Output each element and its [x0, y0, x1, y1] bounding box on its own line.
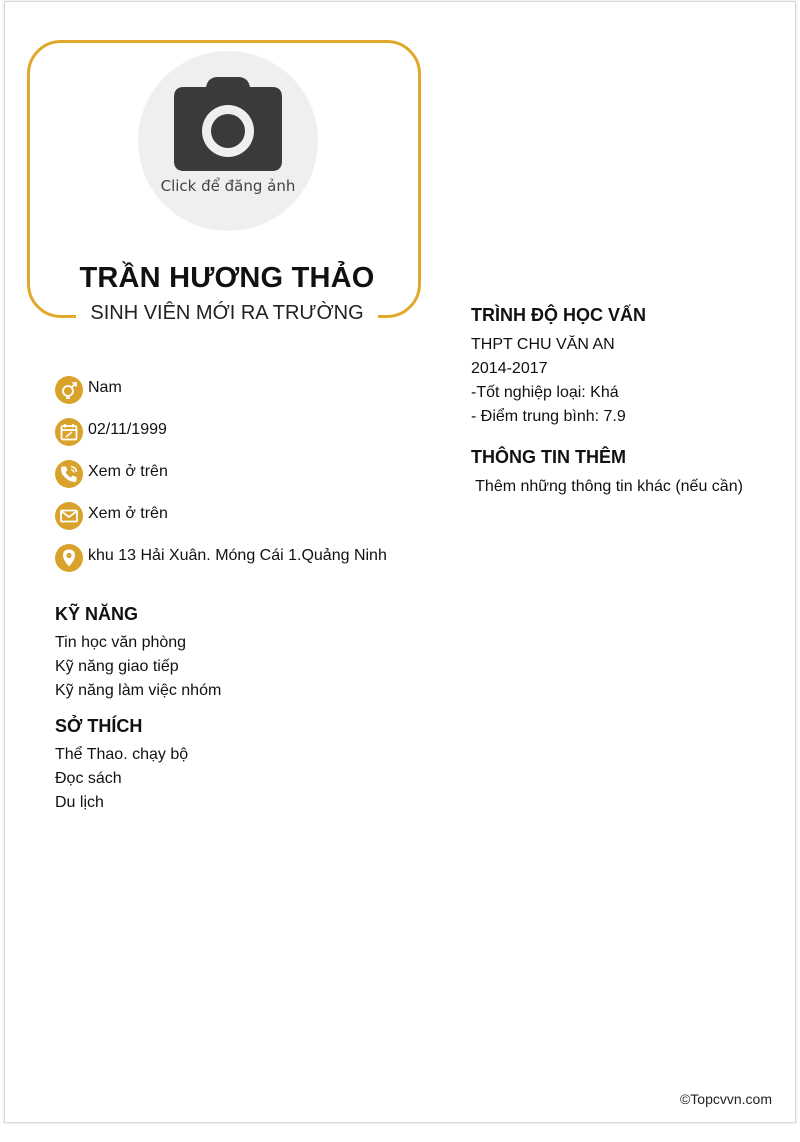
address-value: khu 13 Hải Xuân. Móng Cái 1.Quảng Ninh — [88, 547, 387, 564]
skills-title: KỸ NĂNG — [55, 604, 139, 624]
hobbies-title: SỞ THÍCH — [55, 716, 143, 736]
skill-item: Kỹ năng làm việc nhóm — [55, 682, 222, 699]
education-line: 2014-2017 — [471, 360, 548, 377]
full-name: TRẦN HƯƠNG THẢO — [79, 262, 375, 294]
hobby-item: Thể Thao. chạy bộ — [55, 746, 189, 763]
calendar-icon — [55, 418, 83, 446]
skill-item: Kỹ năng giao tiếp — [55, 658, 179, 675]
location-icon — [55, 544, 83, 572]
photo-upload[interactable] — [138, 51, 318, 231]
role-wrapper — [27, 302, 427, 325]
mail-icon — [55, 502, 83, 530]
camera-icon — [174, 77, 282, 171]
education-title: TRÌNH ĐỘ HỌC VẤN — [471, 305, 646, 325]
gender-icon — [55, 376, 83, 404]
phone-icon — [55, 460, 83, 488]
education-line: - Điểm trung bình: 7.9 — [471, 408, 626, 425]
hobby-item: Đọc sách — [55, 770, 122, 787]
skill-item: Tin học văn phòng — [55, 634, 187, 651]
extra-info-title: THÔNG TIN THÊM — [471, 447, 626, 467]
hobby-item: Du lịch — [55, 794, 104, 811]
phone-value: Xem ở trên — [88, 463, 168, 480]
education-line: -Tốt nghiệp loại: Khá — [471, 384, 619, 401]
email-value: Xem ở trên — [88, 505, 168, 522]
birthday-value: 02/11/1999 — [88, 421, 167, 438]
copyright: ©Topcvvn.com — [679, 1091, 772, 1107]
extra-info-text: Thêm những thông tin khác (nếu cần) — [471, 478, 743, 495]
photo-caption: Click để đăng ảnh — [160, 177, 296, 195]
gender-value: Nam — [88, 379, 122, 396]
job-title: SINH VIÊN MỚI RA TRƯỜNG — [76, 302, 377, 325]
education-line: THPT CHU VĂN AN — [471, 336, 615, 353]
